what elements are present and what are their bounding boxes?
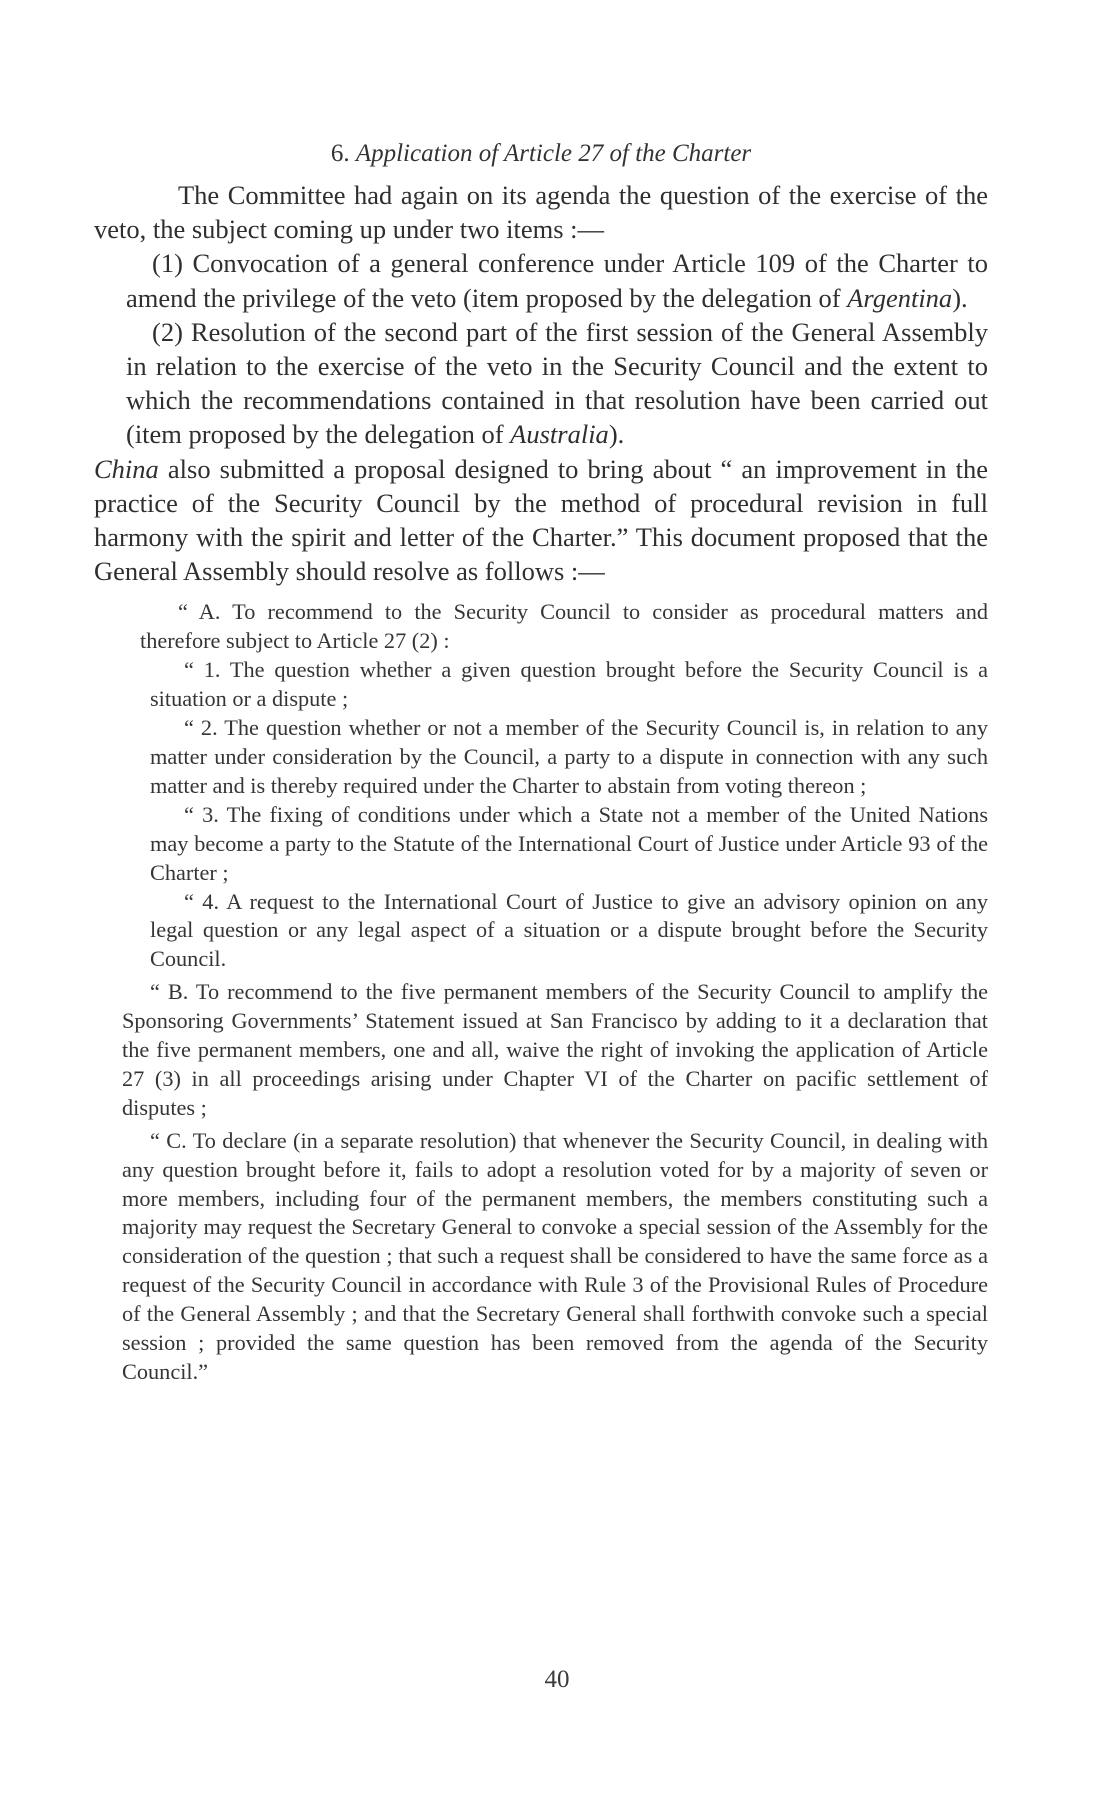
- quote-point-3: “ 3. The fixing of conditions under which a State not a member of the United Nations may become a party to the Statute of the International Court of Justice under Article 93 of the Charter ;: [150, 801, 988, 885]
- agenda-item-1-end: ).: [952, 282, 968, 313]
- quote-section-c: “ C. To declare (in a separate resolution) that whenever the Security Council, in dealing with any question brought before it, fails to adopt a resolution voted for by a majority of seven or more members, including four of the permanent members, the members constituting such a majority may request the Secretary General to convoke a special session of the Assembly for the consideration of the question ; that such a request shall be considered to have the same force as a request of the Security Council in accordance with Rule 3 of the Provisional Rules of Procedure of the General Assembly ; and that the Secretary General shall forthwith convoke such a special session ; provided the same question has been removed from the agenda of the Security Council.”: [122, 1127, 988, 1384]
- quote-section-a: “ A. To recommend to the Security Council to consider as procedural matters and therefore subject to Article 27 (2) :: [140, 599, 988, 654]
- intro-paragraph: The Committee had again on its agenda the question of the exercise of the veto, the subject coming up under two items :—: [94, 180, 988, 245]
- section-title: Application of Article 27 of the Charter: [355, 140, 752, 167]
- quote-point-2: “ 2. The question whether or not a member of the Security Council is, in relation to any matter under consideration by the Council, a party to a dispute in connection with any such matter and is thereby required under the Charter to abstain from voting thereon ;: [150, 715, 988, 798]
- agenda-item-1-text: (1) Convocation of a general conference under Article 109 of the Charter to amend the privilege of the veto (item proposed by the delegation of: [126, 248, 988, 313]
- agenda-item-2: [94, 315, 988, 452]
- page-number: 40: [544, 1666, 570, 1693]
- agenda-item-2-end: ).: [608, 419, 625, 450]
- agenda-item-1-country: Argentina: [847, 282, 953, 313]
- china-paragraph: [94, 452, 988, 589]
- quote-point-4: “ 4. A request to the International Court of Justice to give an advisory opinion on any legal question or any legal aspect of a situation or a dispute brought before the Security Council.: [150, 888, 988, 972]
- quote-point-1: “ 1. The question whether a given question brought before the Security Council is a situation or a dispute ;: [150, 657, 988, 712]
- page-body: [94, 138, 988, 1387]
- agenda-item-2-country: Australia: [510, 419, 609, 450]
- section-number: 6.: [330, 140, 350, 167]
- quote-section-b: “ B. To recommend to the five permanent members of the Security Council to amplify the Sponsoring Governments’ Statement issued at San Francisco by adding to it a declaration that the five permanent members, one and all, waive the right of invoking the application of Article 27 (3) in all proceedings arising under Chapter VI of the Charter on pacific settlement of disputes ;: [122, 979, 988, 1120]
- agenda-item-2-text: (2) Resolution of the second part of the first session of the General Assembly in relation to the exercise of the veto in the Security Council and the extent to which the recommendations contained in that resolution have been carried out (item proposed by the delegation of: [126, 316, 988, 450]
- china-country: China: [94, 453, 159, 484]
- agenda-item-1: [94, 246, 988, 314]
- section-heading: [94, 138, 988, 170]
- china-paragraph-text: also submitted a proposal designed to bring about “ an improvement in the practice of the Security Council by the method of procedural revision in full harmony with the spirit and letter of the Charter.” This document proposed that the General Assembly should resolve as follows :—: [94, 453, 988, 587]
